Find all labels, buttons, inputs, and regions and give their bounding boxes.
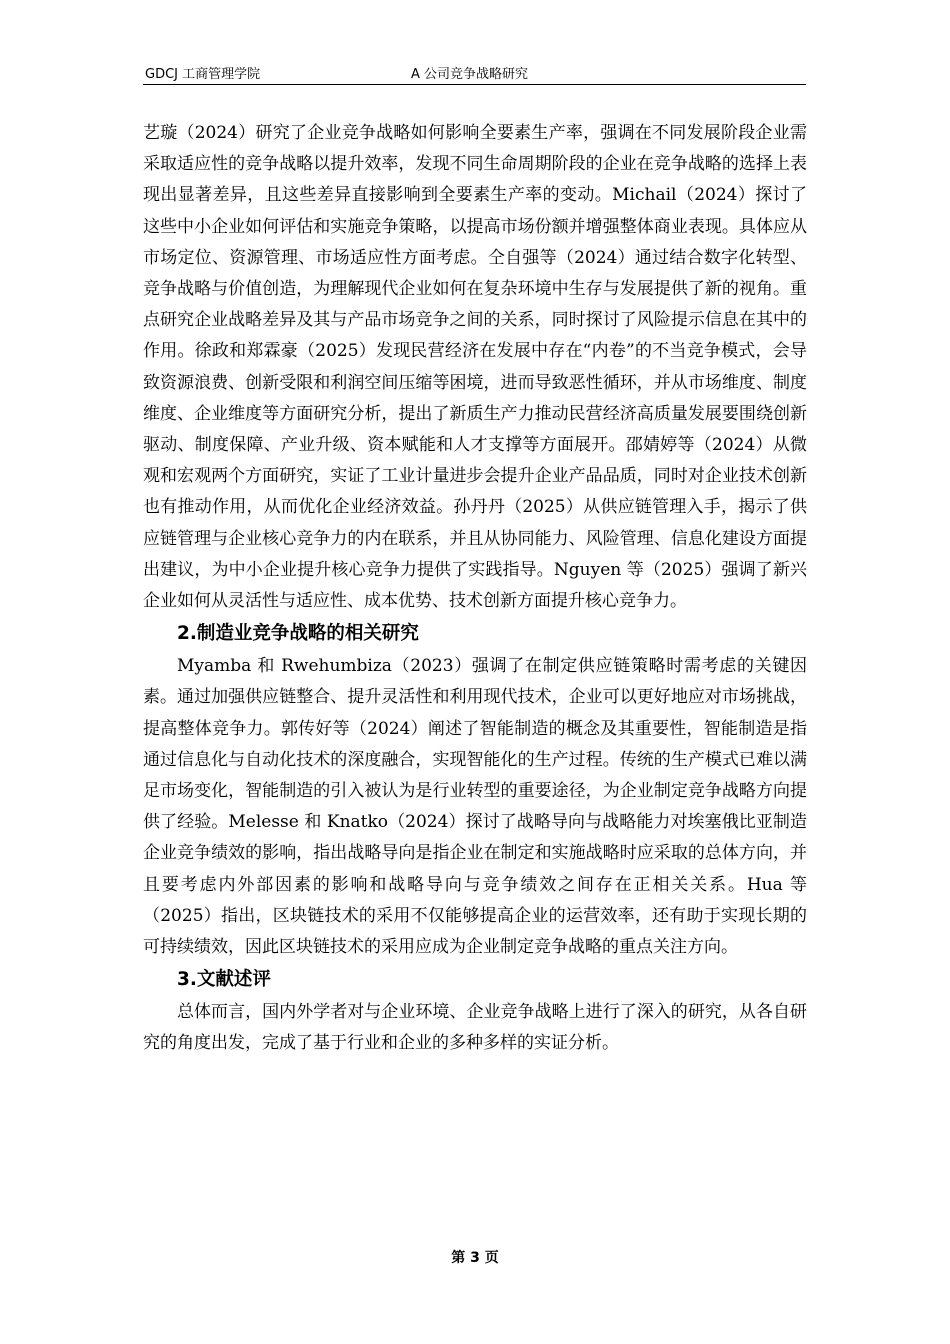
paragraph-literature-commentary: 总体而言，国内外学者对与企业环境、企业竞争战略上进行了深入的研究，从各自研究的角度出发，完成了基于行业和企业的多种多样的实证分析。 [143,1002,807,1054]
header-title: A 公司竞争战略研究 [411,67,529,82]
page-number: 第 3 页 [451,1250,499,1266]
section-heading-literature-commentary: 3.文献述评 [177,969,271,991]
header-school: GDCJ 工商管理学院 [145,67,261,82]
running-header [143,66,806,85]
page-body [143,118,807,1060]
section-heading-manufacturing: 2.制造业竞争战略的相关研究 [177,623,419,645]
paragraph-manufacturing-review: Myamba 和 Rwehumbiza（2023）强调了在制定供应链策略时需考虑的关键因素。通过加强供应链整合、提升灵活性和利用现代技术，企业可以更好地应对市场挑战，提高整体竞争力。郭传好等（2024）阐述了智能制造的概念及其重要性，智能制造是指通过信息化与自动化技术的深度融合，实现智能化的生产过程。传统的生产模式已难以满足市场变化，智能制造的引入被认为是行业转型的重要途径，为企业制定竞争战略方向提供了经验。Melesse 和 Knatko（2024）探讨了战略导向与战略能力对埃塞俄比亚制造企业竞争绩效的影响，指出战略导向是指企业在制定和实施战略时应采取的总体方向，并且要考虑内外部因素的影响和战略导向与竞争绩效之间存在正相关关系。Hua 等（2025）指出，区块链技术的采用不仅能够提高企业的运营效率，还有助于实现长期的可持续绩效，因此区块链技术的采用应成为企业制定竞争战略的重点关注方向。 [143,656,807,958]
paragraph-competitive-strategy-review: 艺璇（2024）研究了企业竞争战略如何影响全要素生产率，强调在不同发展阶段企业需采取适应性的竞争战略以提升效率，发现不同生命周期阶段的企业在竞争战略的选择上表现出显著差异，且这些差异直接影响到全要素生产率的变动。Michail（2024）探讨了这些中小企业如何评估和实施竞争策略，以提高市场份额并增强整体商业表现。具体应从市场定位、资源管理、市场适应性方面考虑。仝自强等（2024）通过结合数字化转型、竞争战略与价值创造，为理解现代企业如何在复杂环境中生存与发展提供了新的视角。重点研究企业战略差异及其与产品市场竞争之间的关系，同时探讨了风险提示信息在其中的作用。徐政和郑霖豪（2025）发现民营经济在发展中存在“内卷”的不当竞争模式，会导致资源浪费、创新受限和利润空间压缩等困境，进而导致恶性循环，并从市场维度、制度维度、企业维度等方面研究分析，提出了新质生产力推动民营经济高质量发展要围绕创新驱动、制度保障、产业升级、资本赋能和人才支撑等方面展开。邵婧婷等（2024）从微观和宏观两个方面研究，实证了工业计量进步会提升企业产品品质，同时对企业技术创新也有推动作用，从而优化企业经济效益。孙丹丹（2025）从供应链管理入手，揭示了供应链管理与企业核心竞争力的内在联系，并且从协同能力、风险管理、信息化建设方面提出建议，为中小企业提升核心竞争力提供了实践指导。Nguyen 等（2025）强调了新兴企业如何从灵活性与适应性、成本优势、技术创新方面提升核心竞争力。 [143,123,807,612]
